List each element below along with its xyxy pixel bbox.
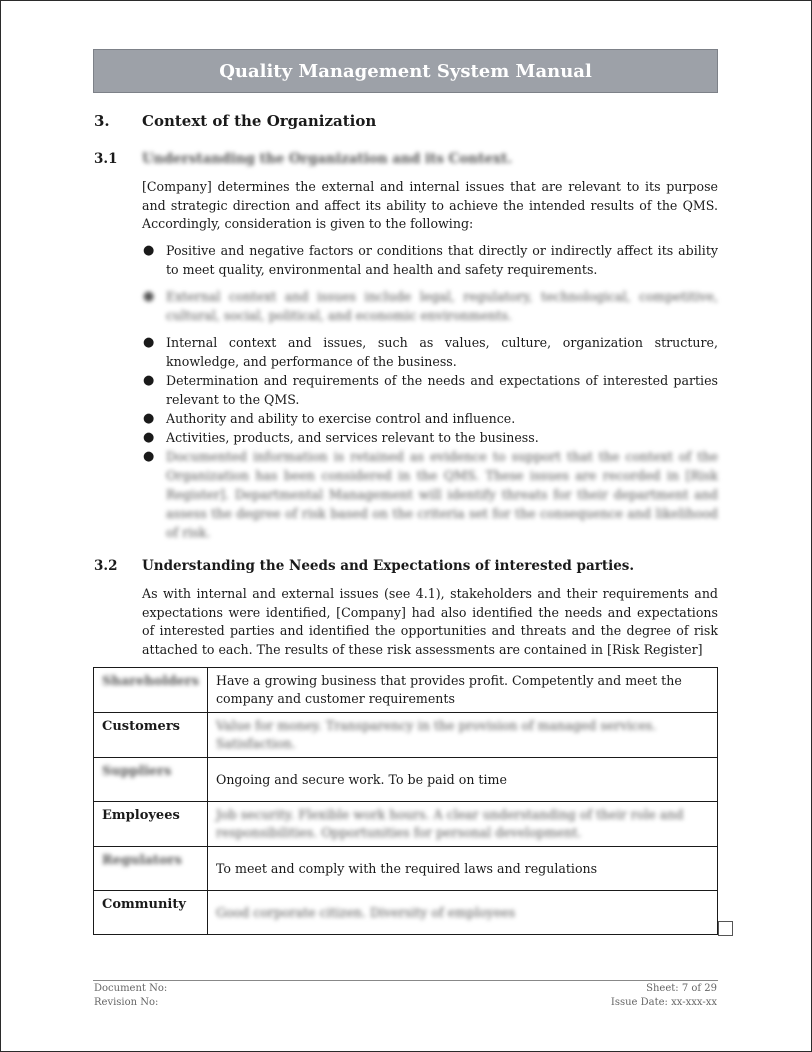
section-3-title: Context of the Organization — [142, 112, 377, 130]
revision-number-label: Revision No: — [94, 997, 159, 1008]
list-item-text: External context and issues include legal, regulatory, technological, competitive, cultural, social, political, and economic environments. — [166, 289, 718, 323]
list-item — [142, 447, 718, 542]
section-3-2-number: 3.2 — [94, 558, 118, 574]
bullet-icon: ● — [143, 289, 155, 304]
bullet-icon: ● — [143, 430, 155, 445]
party-name: Customers — [94, 713, 208, 758]
party-name: Employees — [94, 802, 208, 847]
section-3-2-heading — [94, 558, 634, 574]
list-item-text: Determination and requirements of the needs and expectations of interested parties relevant to the QMS. — [166, 373, 718, 407]
bullet-icon: ● — [143, 411, 155, 426]
list-item — [142, 409, 718, 428]
section-3-1-title: Understanding the Organization and its Context. — [142, 151, 513, 167]
party-name: Shareholders — [94, 668, 208, 713]
table-row — [94, 802, 718, 847]
party-needs: Ongoing and secure work. To be paid on time — [208, 758, 718, 802]
party-needs: Value for money. Transparency in the provision of managed services. Satisfaction. — [208, 713, 718, 758]
list-item — [142, 287, 718, 325]
party-name: Community — [94, 891, 208, 935]
list-item — [142, 428, 718, 447]
table-row — [94, 713, 718, 758]
list-item — [142, 241, 718, 279]
party-needs: Job security. Flexible work hours. A clear understanding of their role and responsibilities. Opportunities for personal development. — [208, 802, 718, 847]
section-3-2-intro: As with internal and external issues (see 4.1), stakeholders and their requirements and expectations were identified, [Company] had also identified the needs and expectations of interested parties and identified the opportunities and threats and the degree of risk attached to each. The results of these risk assessments are contained in [Risk Register] — [142, 586, 718, 657]
sheet-number: Sheet: 7 of 29 — [646, 983, 717, 994]
bullet-icon: ● — [143, 449, 155, 464]
table-row — [94, 758, 718, 802]
issue-date: Issue Date: xx-xxx-xx — [610, 997, 717, 1008]
table-row — [94, 891, 718, 935]
list-item — [142, 371, 718, 409]
document-number-label: Document No: — [94, 983, 168, 994]
section-3-1-number: 3.1 — [94, 151, 118, 167]
party-needs: To meet and comply with the required laws and regulations — [208, 847, 718, 891]
list-item — [142, 333, 718, 371]
section-3-1-heading — [94, 151, 512, 167]
list-item-text: Documented information is retained as evidence to support that the context of the Organization has been considered in the QMS. These issues are recorded in [Risk Register]. Departmental Management will identify threats for their department and assess the degree of risk based on the criteria set for the consequence and likelihood of risk. — [166, 449, 718, 540]
section-3-2-title: Understanding the Needs and Expectations of interested parties. — [142, 558, 635, 574]
section-3-heading — [94, 112, 376, 130]
table-row — [94, 847, 718, 891]
table-row — [94, 668, 718, 713]
resize-handle-box — [718, 921, 733, 936]
footer-left — [94, 982, 167, 1010]
party-name: Suppliers — [94, 758, 208, 802]
bullet-icon: ● — [143, 335, 155, 350]
manual-title-banner — [93, 49, 718, 93]
party-needs: Have a growing business that provides profit. Competently and meet the company and customer requirements — [208, 668, 718, 713]
section-3-number: 3. — [94, 112, 110, 130]
party-name: Regulators — [94, 847, 208, 891]
party-needs: Good corporate citizen. Diversity of employees — [208, 891, 718, 935]
section-3-1-intro: [Company] determines the external and internal issues that are relevant to its purpose and strategic direction and affect its ability to achieve the intended results of the QMS. Accordingly, consideration is given to the following: — [142, 179, 718, 231]
list-item-text: Activities, products, and services relevant to the business. — [166, 430, 539, 445]
interested-parties-table — [93, 667, 718, 935]
bullet-icon: ● — [143, 243, 155, 258]
manual-title: Quality Management System Manual — [219, 60, 592, 82]
footer-divider — [93, 980, 718, 981]
context-factors-list — [142, 241, 718, 542]
list-item-text: Authority and ability to exercise control and influence. — [166, 411, 516, 426]
footer-right — [611, 982, 717, 1010]
list-item-text: Internal context and issues, such as values, culture, organization structure, knowledge, and performance of the business. — [166, 335, 718, 369]
list-item-text: Positive and negative factors or conditions that directly or indirectly affect its ability to meet quality, environmental and health and safety requirements. — [166, 243, 718, 277]
bullet-icon: ● — [143, 373, 155, 388]
